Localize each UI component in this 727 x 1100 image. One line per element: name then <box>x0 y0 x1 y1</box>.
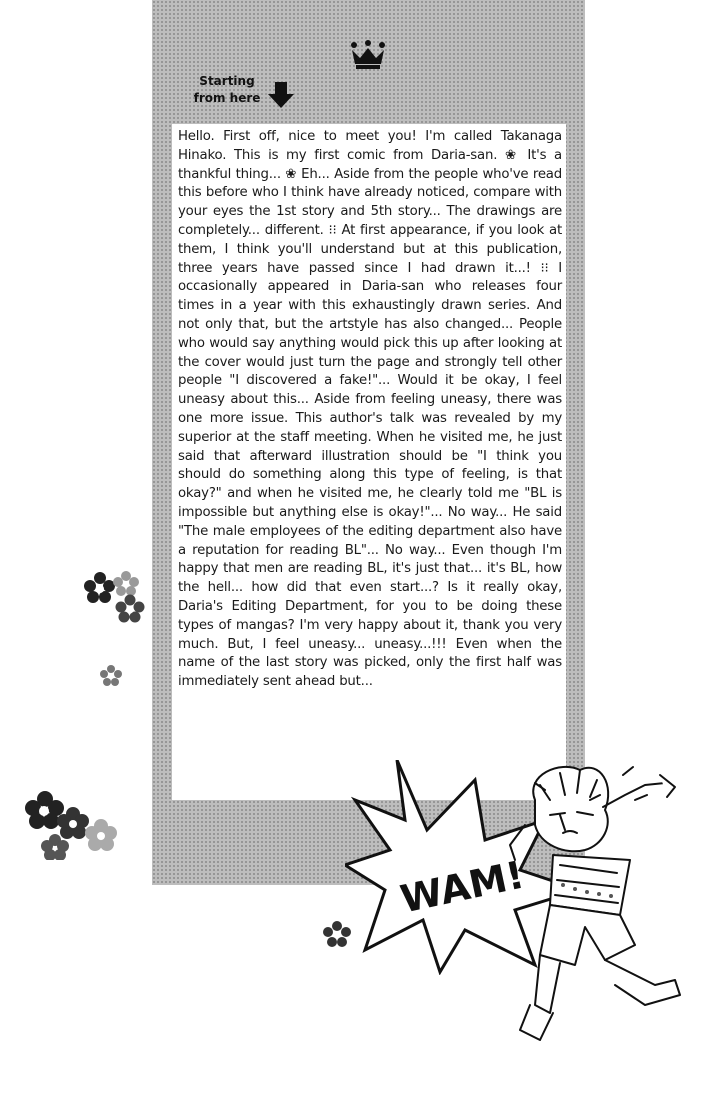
flower-cluster-icon <box>82 570 152 625</box>
sfx-wam-text: WAM! <box>396 852 528 922</box>
down-arrow-icon <box>266 80 296 110</box>
author-note-box <box>172 124 566 800</box>
chibi-character-illustration <box>505 755 725 1055</box>
crown-icon <box>350 40 386 70</box>
starting-from-here-label: Starting from here <box>193 74 261 105</box>
author-note-text: Hello. First off, nice to meet you! I'm called Takanaga Hinako. This is my first comic from Daria-san. ❀ It's a thankful thing... ❀ Eh... Aside from the people who've read this before who I think have already noticed, compare with your eyes the 1st story and 5th story... The drawings are completely... different. ⁝⁝ At first appearance, if you look at them, I think you'll understand but at this publication, three years have passed since I had drawn it...! ⁝⁝ I occasionally appeared in Daria-san who releases four times in a year with this exhaustingly drawn series. And not only that, but the artstyle has also changed... People who would say anything would pick this up after looking at the cover would just turn the page and strongly tell other people "I discovered a fake!"... Would it be okay, I feel uneasy about this... Aside from feeling uneasy, there was one more issue. This author's talk was revealed by my superior at the staff meeting. When he visited me, he just said that afterward illustration should be "I think you should do something along this type of feeling, is that okay?" and when he visited me, he clearly told me "BL is impossible but anything else is okay!"... No way... He said "The male employees of the editing department also have a reputation for reading BL"... No way... Even though I'm happy that men are reading BL, it's just that... it's BL, how the hell... how did that even start...? Is it really okay, Daria's Editing Department, for you to be doing these types of mangas? I'm very happy about it, thank you very much. But, I feel uneasy... uneasy...!!! Even when the name of the last story was picked, only the first half was immediately sent ahead but... <box>178 129 562 690</box>
flower-cluster-icon <box>25 790 120 860</box>
small-flower-icon <box>100 665 122 687</box>
